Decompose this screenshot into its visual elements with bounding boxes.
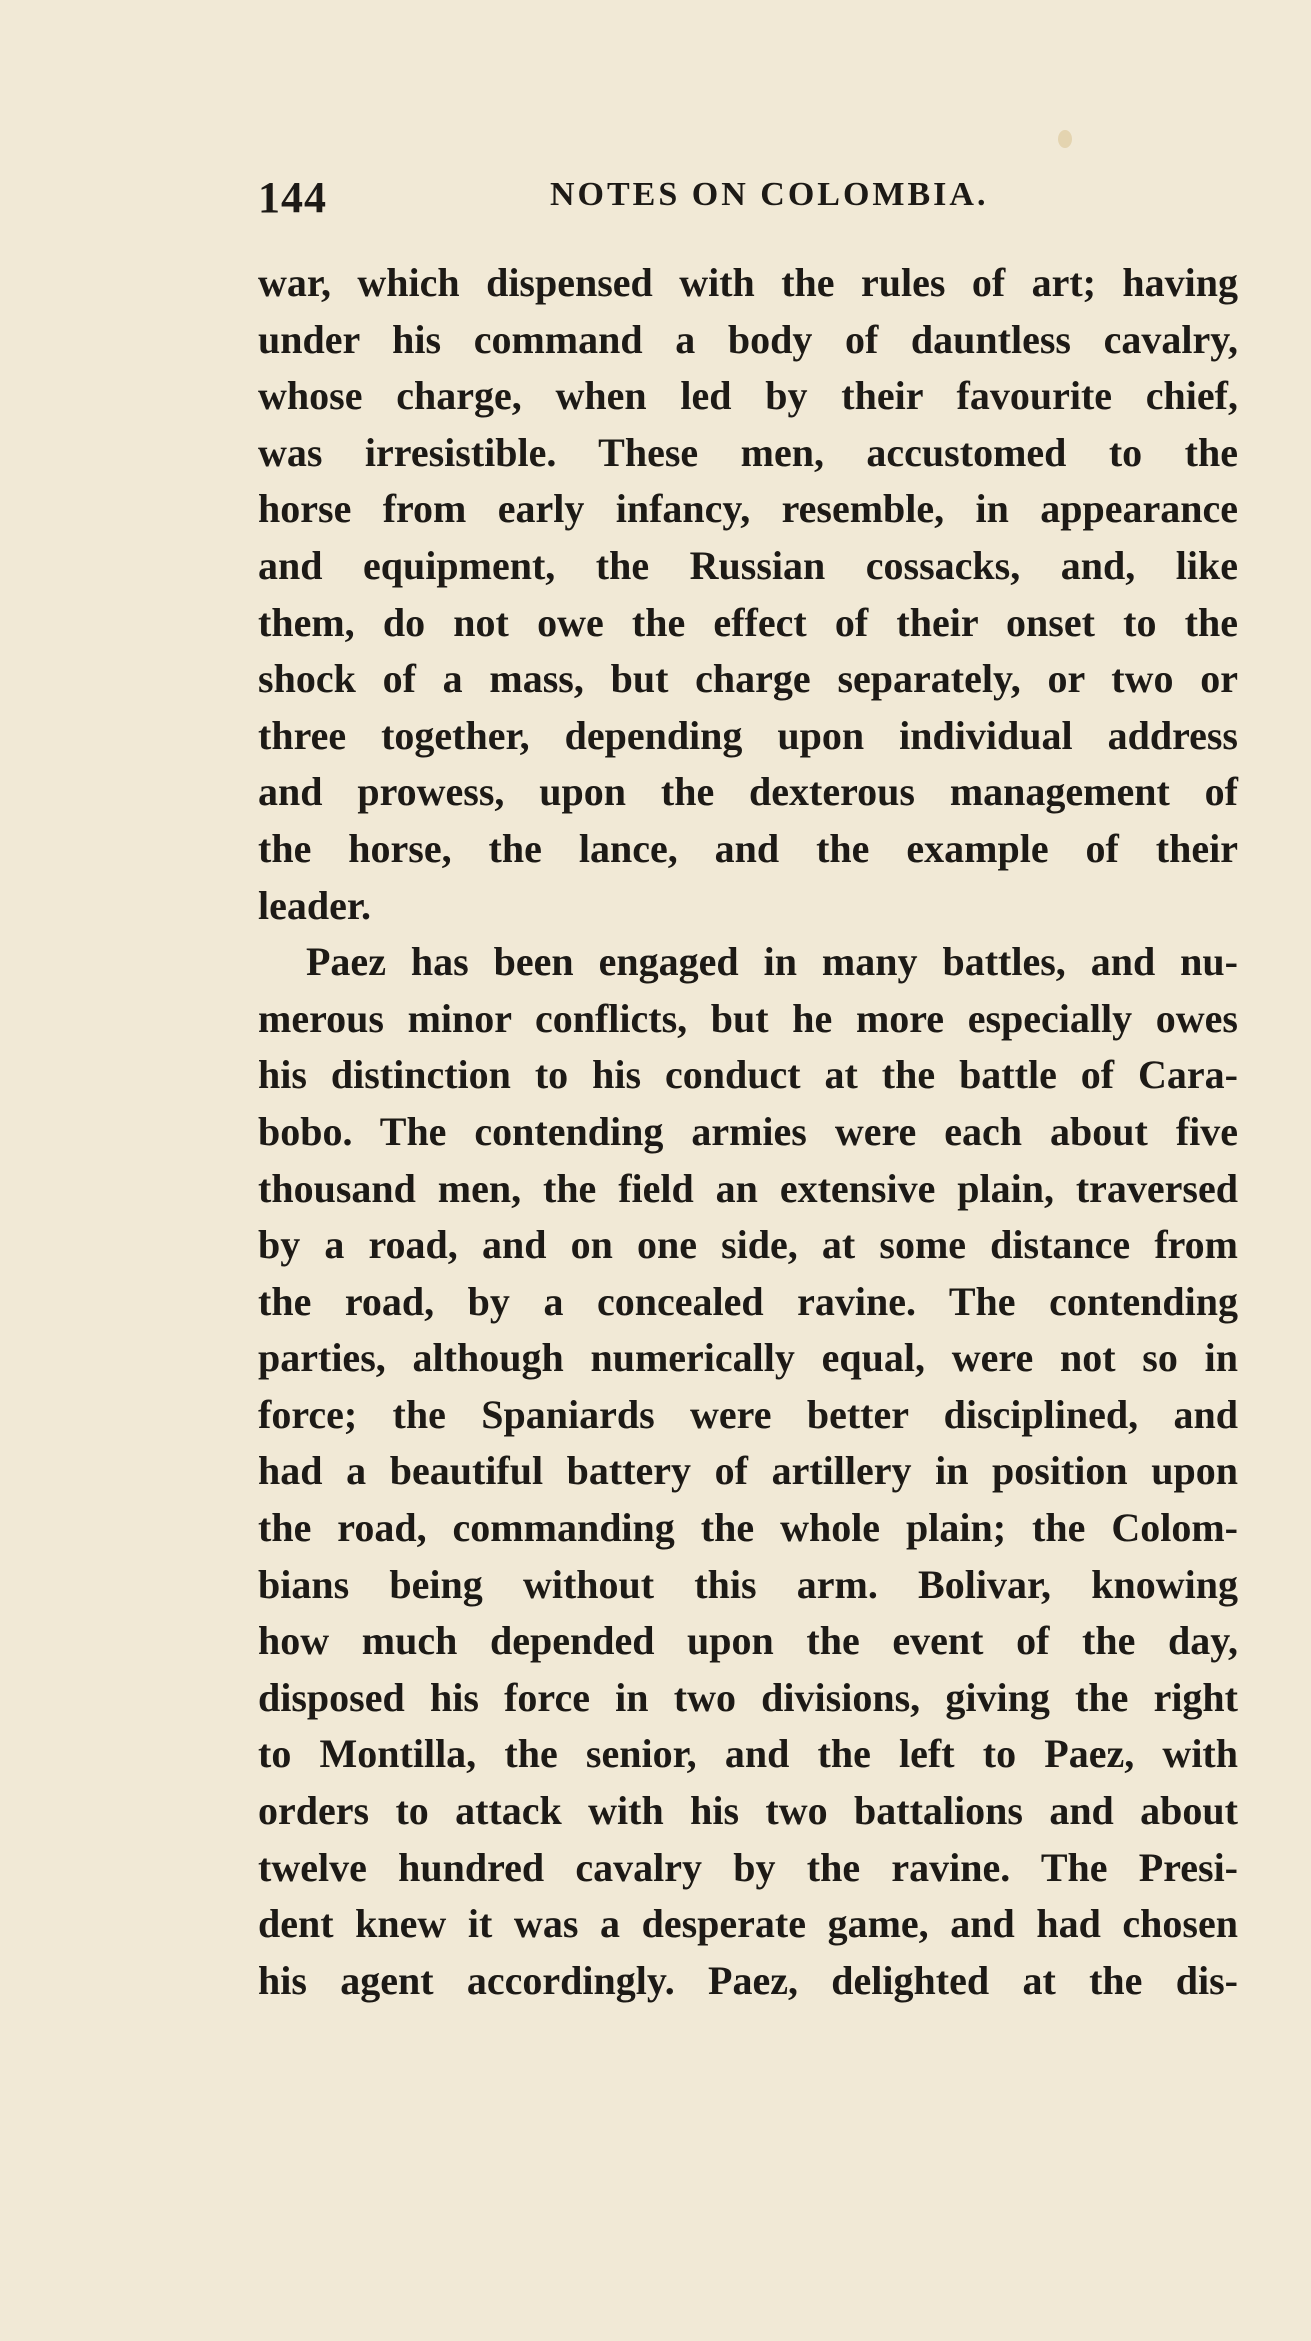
paper-stain (1058, 130, 1072, 148)
text-line: and equipment, the Russian cossacks, and, like (258, 542, 1238, 588)
text-line: the road, commanding the whole plain; the Colom- (258, 1505, 1238, 1551)
text-line: whose charge, when led by their favourite chief, (258, 373, 1238, 419)
text-line: by a road, and on one side, at some distance from (258, 1222, 1238, 1268)
text-line: merous minor conflicts, but he more especially owes (258, 995, 1238, 1041)
text-line: his distinction to his conduct at the battle of Cara- (258, 1052, 1238, 1098)
text-line: parties, although numerically equal, were not so in (258, 1335, 1238, 1381)
text-line: bians being without this arm. Bolivar, knowing (258, 1561, 1238, 1607)
page-number: 144 (258, 173, 327, 222)
text-line: thousand men, the field an extensive plain, traversed (258, 1165, 1238, 1211)
body-text (258, 255, 1238, 2009)
text-line: dent knew it was a desperate game, and had chosen (258, 1901, 1238, 1947)
text-line: the horse, the lance, and the example of their (258, 825, 1238, 871)
text-line: war, which dispensed with the rules of art; having (258, 260, 1238, 305)
text-line: had a beautiful battery of artillery in position upon (258, 1448, 1238, 1494)
text-line: shock of a mass, but charge separately, or two or (258, 656, 1238, 702)
text-line: three together, depending upon individual address (258, 712, 1238, 758)
text-line: the road, by a concealed ravine. The contending (258, 1278, 1238, 1324)
text-line: his agent accordingly. Paez, delighted at the dis- (258, 1957, 1238, 2003)
text-line: orders to attack with his two battalions and about (258, 1788, 1238, 1834)
text-line: was irresistible. These men, accustomed to the (258, 429, 1238, 475)
page-header (258, 172, 1018, 232)
text-line: and prowess, upon the dexterous management of (258, 769, 1238, 815)
text-line: horse from early infancy, resemble, in appearance (258, 486, 1238, 532)
running-title: NOTES ON COLOMBIA. (550, 176, 989, 213)
text-line: force; the Spaniards were better disciplined, and (258, 1391, 1238, 1437)
text-line: how much depended upon the event of the day, (258, 1618, 1238, 1664)
text-line: under his command a body of dauntless cavalry, (258, 316, 1238, 362)
text-line: them, do not owe the effect of their onset to the (258, 599, 1238, 645)
text-line: leader. (258, 882, 371, 928)
text-line: bobo. The contending armies were each about five (258, 1108, 1238, 1154)
text-line: disposed his force in two divisions, giving the right (258, 1674, 1238, 1720)
text-line: to Montilla, the senior, and the left to Paez, with (258, 1731, 1238, 1777)
text-line: Paez has been engaged in many battles, and nu- (306, 939, 1238, 985)
text-line: twelve hundred cavalry by the ravine. The Presi- (258, 1844, 1238, 1890)
